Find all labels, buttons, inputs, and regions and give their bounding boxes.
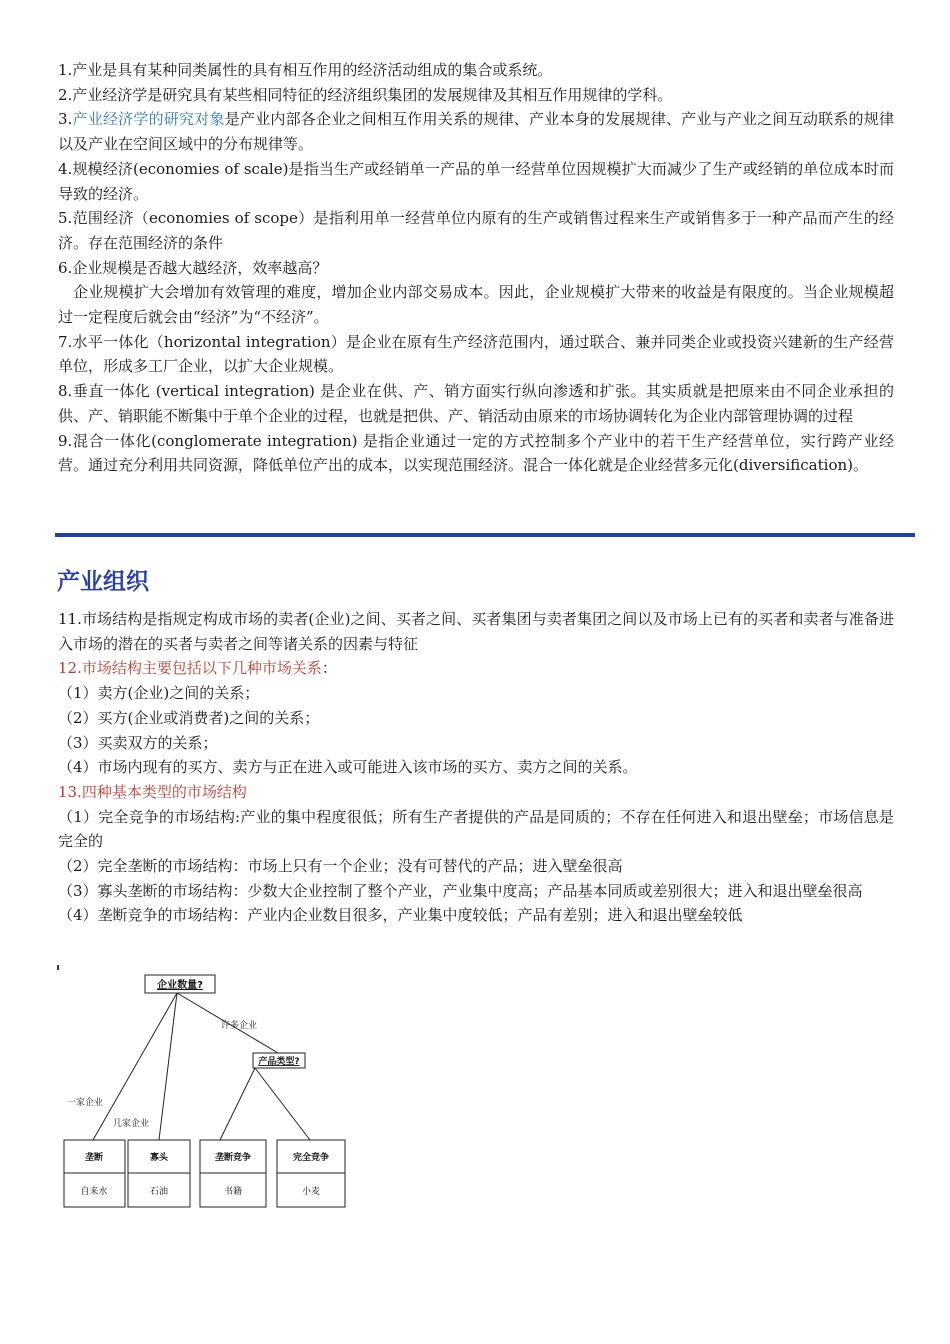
box-type-label: 完全竞争 (292, 1153, 330, 1163)
paragraph-13-highlight: 四种基本类型的市场结构 (81, 782, 247, 801)
edge-label-many: 许多企业 (221, 1021, 258, 1031)
paragraph-12-number: 12. (58, 659, 82, 678)
section-divider (55, 533, 915, 537)
edge-root-oligopoly (159, 993, 177, 1140)
paragraph-6-answer: 企业规模扩大会增加有效管理的难度，增加企业内部交易成本。因此，企业规模扩大带来的收益是有限度的。当企业规模超过一定程度后就会由“经济”为“不经济”。 (58, 283, 894, 327)
box-example-label: 自来水 (80, 1187, 108, 1197)
paragraph-7: 7.水平一体化（horizontal integration）是企业在原有生产经济范围内，通过联合、兼并同类企业或投资兴建新的生产经营单位，形成多工厂企业，以扩大企业规模。 (58, 332, 894, 376)
paragraph-3 (58, 107, 894, 156)
list-item: （4）垄断竞争的市场结构：产业内企业数目很多，产业集中度较低；产品有差别；进入和退出壁垒较低 (58, 906, 743, 925)
list-item: （2）买方(企业或消费者)之间的关系； (58, 708, 320, 727)
box-example-label: 小麦 (301, 1187, 321, 1197)
list-item: （1）卖方(企业)之间的关系； (58, 684, 260, 703)
paragraph-3-rest: 是产业内部各企业之间相互作用关系的规律、产业本身的发展规律、产业与产业之间互动联系的规律以及产业在空间区域中的分布规律等。 (58, 110, 894, 154)
paragraph-1: 1.产业是具有某种同类属性的具有相互作用的经济活动组成的集合或系统。 (58, 61, 553, 79)
edge-label-one: 一家企业 (67, 1098, 104, 1108)
box-example-label: 石油 (149, 1187, 169, 1197)
root-label: 企业数量? (157, 980, 203, 991)
research-object-link[interactable]: 产业经济学的研究对象 (72, 110, 225, 129)
paragraph-12-colon: ： (321, 659, 337, 678)
market-structure-diagram (55, 965, 355, 1210)
box-type-label: 垄断 (84, 1153, 104, 1163)
paragraph-11: 11.市场结构是指规定构成市场的卖者(企业)之间、买者之间、买者集团与卖者集团之间以及市场上已有的买者和卖者与准备进入市场的潜在的买者与卖者之间等诸关系的因素与特征 (58, 610, 894, 653)
paragraph-6: 6.企业规模是否越大越经济，效率越高？ (58, 258, 328, 277)
list-item: （2）完全垄断的市场结构：市场上只有一个企业；没有可替代的产品；进入壁垒很高 (58, 857, 623, 876)
list-item: （4）市场内现有的买方、卖方与正在进入或可能进入该市场的买方、卖方之间的关系。 (58, 758, 638, 777)
product-type-label: 产品类型? (258, 1057, 300, 1067)
paragraph-12 (58, 656, 894, 681)
section-title: 产业组织 (57, 569, 149, 595)
edge-product-perfect (255, 1068, 310, 1140)
box-type-label: 垄断竞争 (214, 1153, 252, 1163)
paragraph-13-number: 13. (58, 782, 82, 801)
paragraph-3-number: 3. (58, 110, 73, 129)
paragraph-8: 8.垂直一体化 (vertical integration) 是企业在供、产、销方面实行纵向渗透和扩张。其实质就是把原来由不同企业承担的供、产、销职能不断集中于单个企业的过程，也就是把供、产、销活动由原来的市场协调转化为企业内部管理协调的过程 (58, 382, 894, 425)
paragraph-5: 5.范围经济（economies of scope）是指利用单一经营单位内原有的生产或销售过程来生产或销售多于一种产品而产生的经济。存在范围经济的条件 (58, 209, 894, 252)
paragraph-9: 9.混合一体化(conglomerate integration) 是指企业通过一定的方式控制多个产业中的若干生产经营单位，实行跨产业经营。通过充分利用共同资源，降低单位产出的成本，以实现范围经济。混合一体化就是企业经营多元化(diversification)。 (58, 431, 894, 475)
paragraph-13 (58, 780, 894, 805)
top-section (58, 58, 894, 478)
edge-label-few: 几家企业 (113, 1119, 150, 1129)
paragraph-4: 4.规模经济(economies of scale)是指当生产或经销单一产品的单一经营单位因规模扩大而减少了生产或经销的单位成本时而导致的经济。 (58, 159, 894, 203)
box-example-label: 书籍 (223, 1187, 243, 1197)
list-item: （3）买卖双方的关系； (58, 733, 218, 752)
edge-product-monopolistic (220, 1068, 255, 1140)
list-item: （1）完全竞争的市场结构:产业的集中程度很低；所有生产者提供的产品是同质的；不存在任何进入和退出壁垒；市场信息是完全的 (58, 807, 894, 851)
box-type-label: 寡头 (149, 1153, 169, 1163)
list-item: （3）寡头垄断的市场结构：少数大企业控制了整个产业，产业集中度高；产品基本同质或差别很大；进入和退出壁垒很高 (58, 881, 863, 900)
industrial-organization-section (58, 607, 894, 928)
edge-root-monopoly (93, 993, 177, 1140)
paragraph-12-highlight: 市场结构主要包括以下几种市场关系 (81, 659, 322, 678)
paragraph-2: 2.产业经济学是研究具有某些相同特征的经济组织集团的发展规律及其相互作用规律的学科。 (58, 85, 673, 104)
